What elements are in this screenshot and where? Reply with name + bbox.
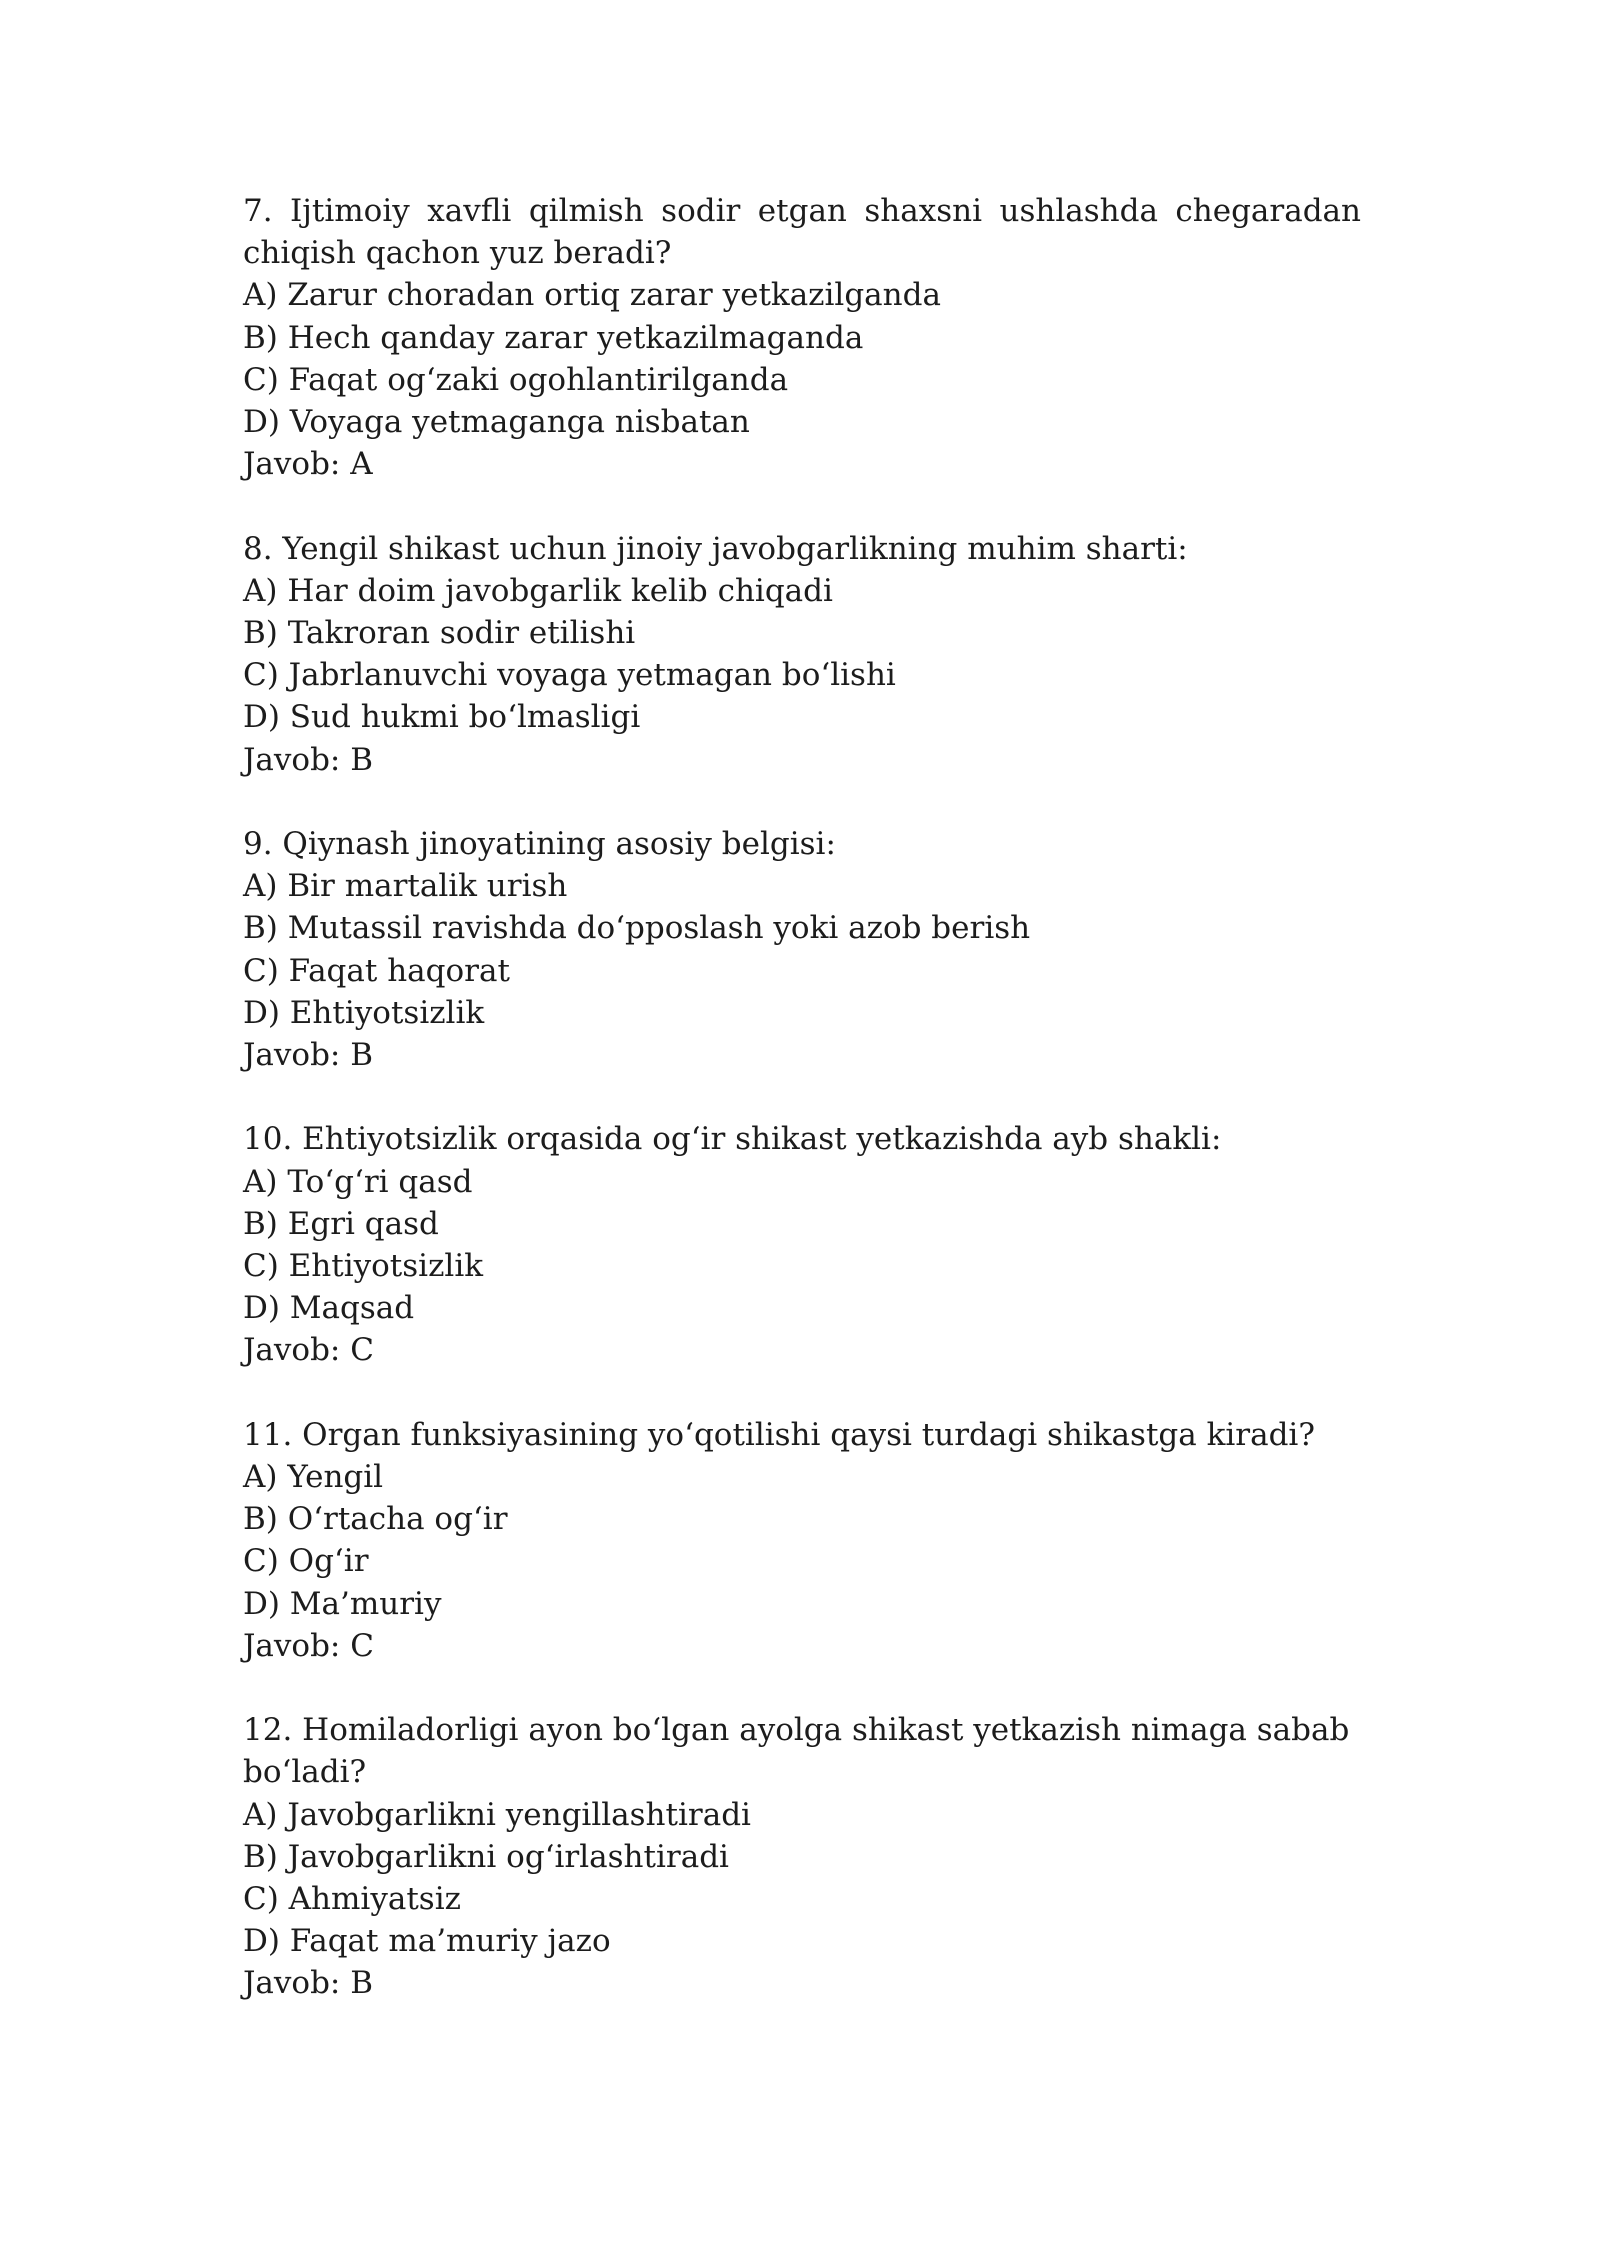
option-a: A) Javobgarlikni yengillashtiradi bbox=[243, 1796, 751, 1833]
option-c: C) Og‘ir bbox=[243, 1543, 369, 1580]
answer-line: Javob: B bbox=[243, 1965, 374, 2002]
question-10 bbox=[243, 1118, 1361, 1371]
answer-line: Javob: B bbox=[243, 1037, 374, 1074]
option-c: C) Ehtiyotsizlik bbox=[243, 1248, 484, 1285]
option-c: C) Ahmiyatsiz bbox=[243, 1881, 461, 1918]
answer-line: Javob: B bbox=[243, 741, 374, 778]
option-d: D) Maqsad bbox=[243, 1290, 415, 1327]
question-text: 10. Ehtiyotsizlik orqasida og‘ir shikast yetkazishda ayb shakli: bbox=[243, 1121, 1222, 1158]
option-a: A) Har doim javobgarlik kelib chiqadi bbox=[243, 572, 833, 609]
answer-line: Javob: C bbox=[243, 1332, 374, 1369]
question-8 bbox=[243, 528, 1361, 781]
option-d: D) Sud hukmi bo‘lmasligi bbox=[243, 699, 641, 736]
question-12 bbox=[243, 1709, 1361, 2004]
option-b: B) Egri qasd bbox=[243, 1205, 439, 1242]
question-text: 7. Ijtimoiy xavfli qilmish sodir etgan shaxsni ushlashda chegaradan chiqish qachon yuz beradi? bbox=[243, 193, 1361, 272]
option-b: B) Mutassil ravishda do‘pposlash yoki azob berish bbox=[243, 910, 1031, 947]
option-d: D) Ma’muriy bbox=[243, 1585, 442, 1622]
option-b: B) Hech qanday zarar yetkazilmaganda bbox=[243, 319, 864, 356]
option-a: A) Zarur choradan ortiq zarar yetkazilganda bbox=[243, 277, 941, 314]
option-d: D) Voyaga yetmaganga nisbatan bbox=[243, 404, 750, 441]
option-b: B) O‘rtacha og‘ir bbox=[243, 1501, 508, 1538]
question-text: 11. Organ funksiyasining yo‘qotilishi qaysi turdagi shikastga kiradi? bbox=[243, 1416, 1315, 1453]
question-text: 8. Yengil shikast uchun jinoiy javobgarlikning muhim sharti: bbox=[243, 530, 1188, 567]
option-c: C) Faqat haqorat bbox=[243, 952, 510, 989]
question-text: 12. Homiladorligi ayon bo‘lgan ayolga shikast yetkazish nimaga sabab bo‘ladi? bbox=[243, 1712, 1350, 1791]
document-page bbox=[243, 190, 1361, 2047]
question-9 bbox=[243, 823, 1361, 1076]
option-b: B) Javobgarlikni og‘irlashtiradi bbox=[243, 1838, 729, 1875]
question-text: 9. Qiynash jinoyatining asosiy belgisi: bbox=[243, 826, 836, 863]
answer-line: Javob: C bbox=[243, 1627, 374, 1664]
answer-line: Javob: A bbox=[243, 446, 373, 483]
question-7 bbox=[243, 190, 1361, 485]
option-c: C) Jabrlanuvchi voyaga yetmagan bo‘lishi bbox=[243, 657, 896, 694]
option-b: B) Takroran sodir etilishi bbox=[243, 615, 636, 652]
option-d: D) Faqat ma’muriy jazo bbox=[243, 1923, 611, 1960]
question-11 bbox=[243, 1414, 1361, 1667]
option-a: A) Yengil bbox=[243, 1459, 384, 1496]
option-c: C) Faqat og‘zaki ogohlantirilganda bbox=[243, 361, 789, 398]
option-a: A) To‘g‘ri qasd bbox=[243, 1163, 473, 1200]
option-d: D) Ehtiyotsizlik bbox=[243, 994, 485, 1031]
option-a: A) Bir martalik urish bbox=[243, 868, 568, 905]
